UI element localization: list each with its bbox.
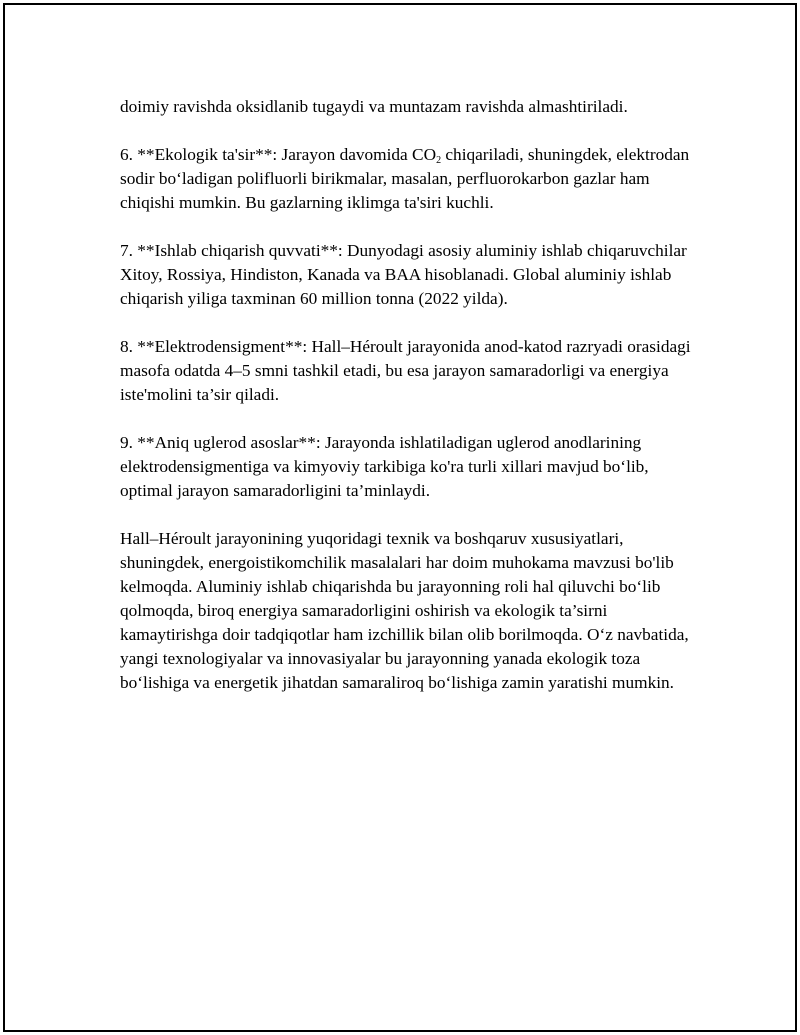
paragraph-electrode-spacing: 8. **Elektrodensigment**: Hall–Héroult jarayonida anod-katod razryadi orasidagi masofa odatda 4–5 smni tashkil etadi, bu esa jarayon samaradorligi va energiya iste'molini ta’sir qiladi. xyxy=(120,337,691,404)
paragraph-ecological-impact-start: 6. **Ekologik ta'sir**: Jarayon davomida CO xyxy=(120,145,437,164)
paragraph-ecological-impact xyxy=(120,143,700,215)
page-frame xyxy=(3,3,797,1032)
paragraph-conclusion: Hall–Héroult jarayonining yuqoridagi texnik va boshqaruv xususiyatlari, shuningdek, energoistikomchilik masalalari har doim muhokama mavzusi bo'lib kelmoqda. Aluminiy ishlab chiqarishda bu jarayonning roli hal qiluvchi bo‘lib qolmoqda, biroq energiya samaradorligini oshirish va ekologik ta’sirni kamaytirishga doir tadqiqotlar ham izchillik bilan olib borilmoqda. O‘z navbatida, yangi texnologiyalar va innovasiyalar bu jarayonning yanada ekologik toza bo‘lishiga va energetik jihatdan samaraliroq bo‘lishiga zamin yaratishi mumkin. xyxy=(120,529,689,692)
paragraph-continuation: doimiy ravishda oksidlanib tugaydi va muntazam ravishda almashtiriladi. xyxy=(120,97,628,116)
paragraph-carbon-anodes: 9. **Aniq uglerod asoslar**: Jarayonda ishlatiladigan uglerod anodlarining elektrodensigmentiga va kimyoviy tarkibiga ko'ra turli xillari mavjud bo‘lib, optimal jarayon samaradorligini ta’minlaydi. xyxy=(120,433,649,500)
co2-subscript: 2 xyxy=(436,155,442,166)
paragraph-ecological-impact-rest: chiqariladi, shuningdek, elektrodan sodir bo‘ladigan polifluorli birikmalar, masalan, perfluorokarbon gazlar ham chiqishi mumkin. Bu gazlarning iklimga ta'siri kuchli. xyxy=(120,145,690,212)
document-body xyxy=(120,95,700,719)
paragraph-production-capacity: 7. **Ishlab chiqarish quvvati**: Dunyodagi asosiy aluminiy ishlab chiqaruvchilar Xitoy, Rossiya, Hindiston, Kanada va BAA hisoblanadi. Global aluminiy ishlab chiqarish yiliga taxminan 60 million tonna (2022 yilda). xyxy=(120,241,687,308)
